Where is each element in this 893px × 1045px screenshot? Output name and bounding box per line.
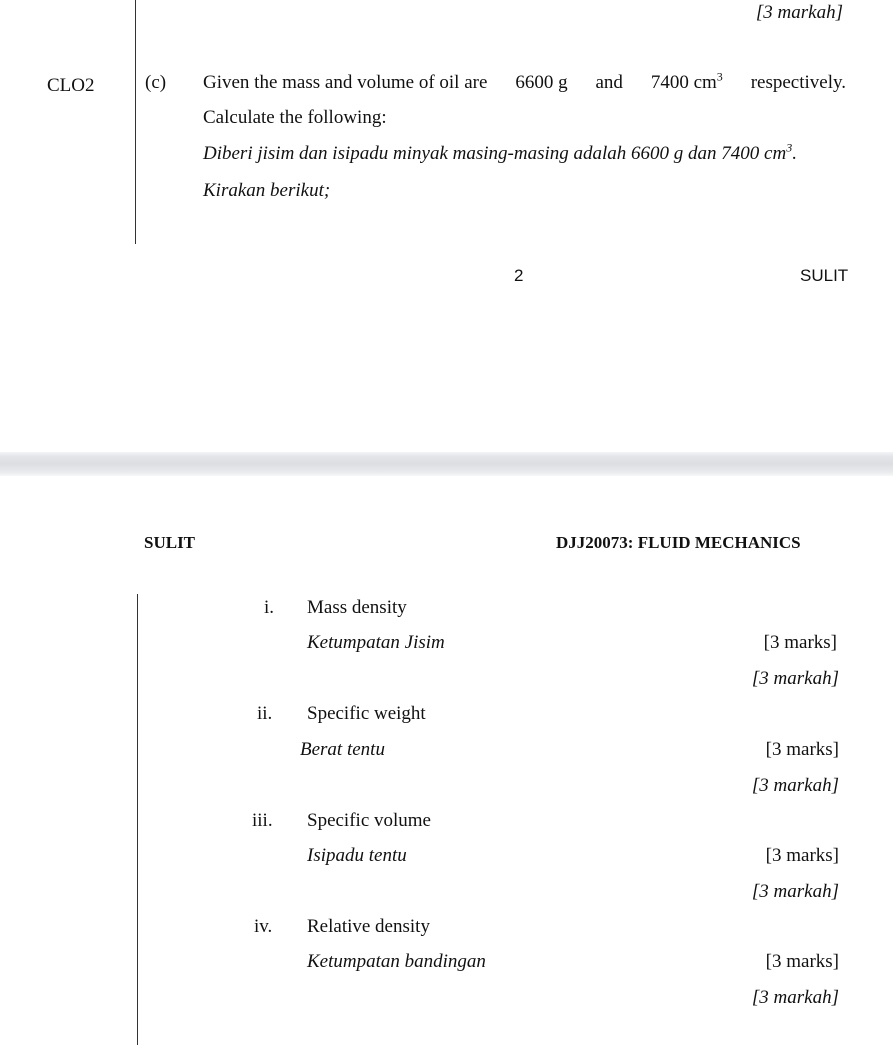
item-number: i.: [264, 597, 275, 618]
item-marks: [3 marks]: [765, 845, 839, 866]
question-line-2: Calculate the following:: [203, 107, 387, 128]
item-title-ms: Ketumpatan Jisim: [307, 632, 445, 653]
question-line-4-malay: Kirakan berikut;: [203, 180, 331, 201]
question-line-3-period: .: [792, 143, 797, 164]
page2-header-sulit: SULIT: [144, 533, 196, 552]
question-line-1-prefix: Given the mass and volume of oil are: [203, 72, 488, 93]
page1-top-marks: [3 markah]: [755, 2, 843, 23]
page1-margin-line: [135, 0, 136, 244]
question-line-3-exponent: 3: [786, 140, 793, 155]
item-title-en: Relative density: [307, 916, 430, 937]
page-number: 2: [514, 266, 524, 285]
question-line-1: [203, 69, 846, 94]
item-number: ii.: [257, 703, 273, 724]
item-markah: [3 markah]: [751, 987, 839, 1008]
oil-volume-value: 7400 cm: [650, 72, 717, 93]
item-markah: [3 markah]: [751, 775, 839, 796]
item-number: iv.: [254, 916, 273, 937]
question-line-1-suffix: respectively.: [750, 72, 846, 93]
item-markah: [3 markah]: [751, 668, 839, 689]
item-title-en: Specific weight: [307, 703, 426, 724]
page1-footer-sulit: SULIT: [800, 266, 849, 285]
item-title-ms: Isipadu tentu: [307, 845, 407, 866]
page-break: [0, 452, 893, 476]
question-line-3-text: Diberi jisim dan isipadu minyak masing-masing adalah 6600 g dan 7400 cm: [203, 143, 787, 164]
page2-margin-line: [137, 594, 138, 1045]
item-title-ms: Berat tentu: [300, 739, 385, 760]
item-title-en: Mass density: [307, 597, 407, 618]
item-marks: [3 marks]: [763, 632, 837, 653]
item-marks: [3 marks]: [765, 951, 839, 972]
question-part-label: (c): [145, 72, 167, 93]
clo-label: CLO2: [47, 75, 95, 96]
item-title-ms: Ketumpatan bandingan: [307, 951, 486, 972]
oil-mass: 6600 g: [515, 72, 568, 93]
item-marks: [3 marks]: [765, 739, 839, 760]
item-markah: [3 markah]: [751, 881, 839, 902]
oil-volume: [650, 69, 723, 94]
page2-header-course: DJJ20073: FLUID MECHANICS: [556, 533, 801, 552]
and-word: and: [595, 72, 623, 93]
item-title-en: Specific volume: [307, 810, 431, 831]
item-number: iii.: [252, 810, 273, 831]
question-line-3-malay: [203, 140, 797, 165]
oil-volume-exponent: 3: [716, 69, 723, 84]
